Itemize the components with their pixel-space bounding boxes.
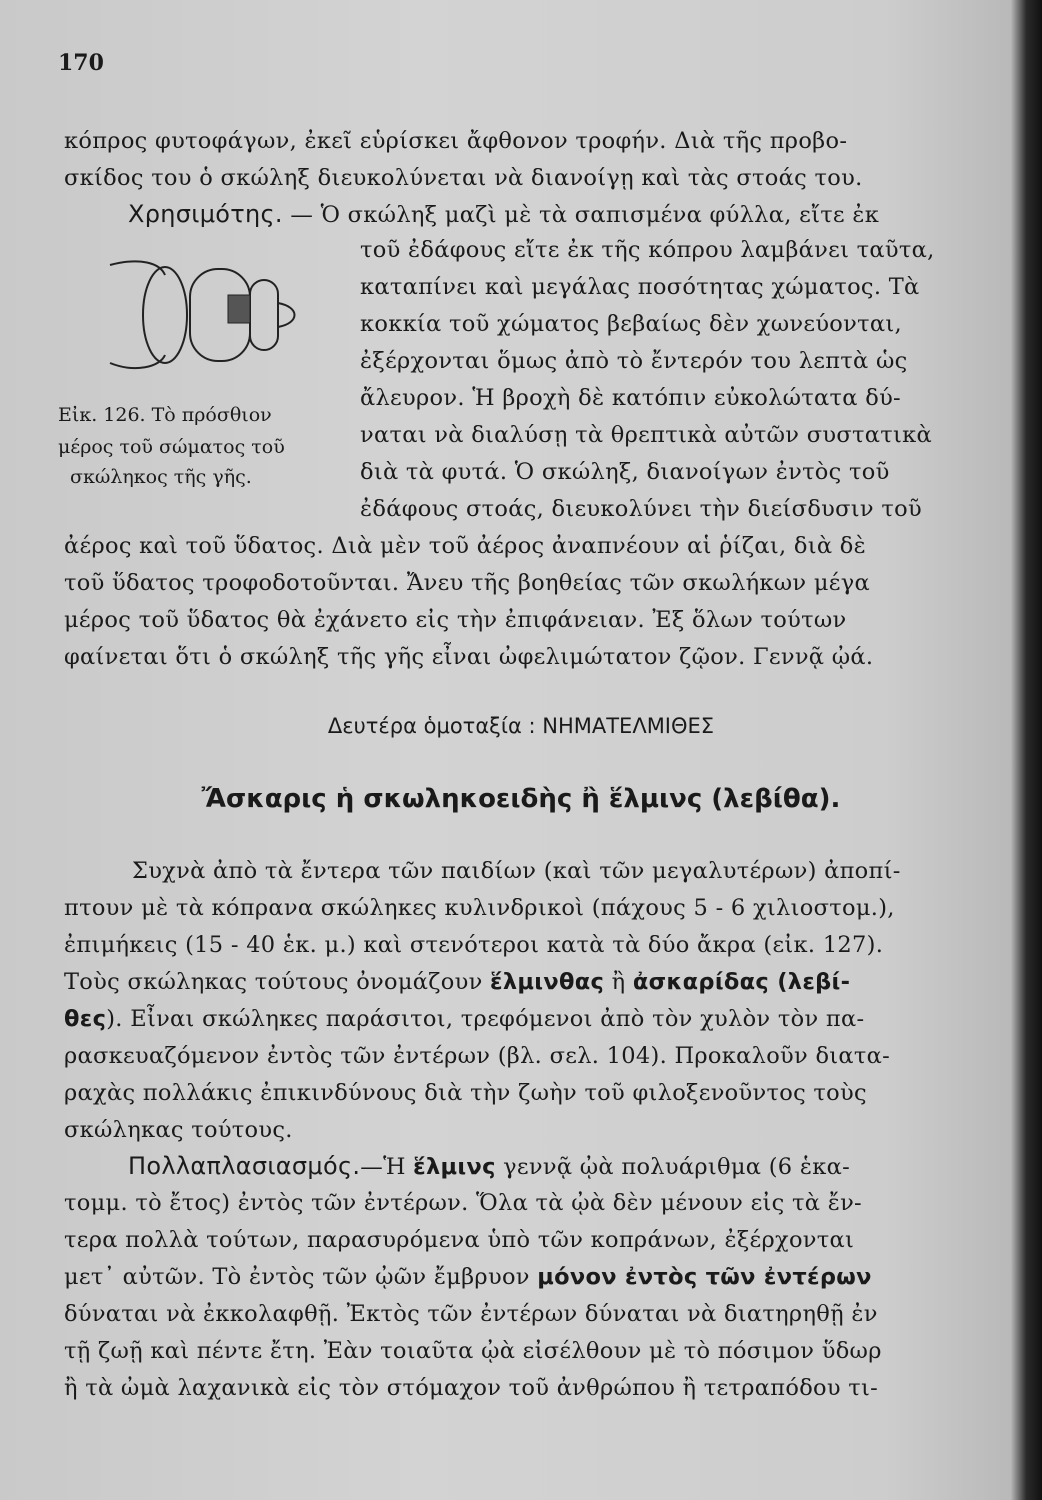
text-line: τῇ ζωῇ καὶ πέντε ἔτη. Ἐὰν τοιαῦτα ᾠὰ εἰσέλθουν μὲ τὸ πόσιμον ὕδωρ	[64, 1338, 882, 1364]
page-number: 170	[58, 50, 104, 76]
text-line: τοῦ ὕδατος τροφοδοτοῦνται. Ἄνευ τῆς βοηθείας τῶν σκωλήκων μέγα	[64, 570, 870, 596]
usefulness-paragraph-start	[128, 200, 879, 228]
text-line: ἄλευρον. Ἡ βροχὴ δὲ κατόπιν εὐκολώτατα δύ-	[360, 385, 901, 411]
text-line: ραχὰς πολλάκις ἐπικινδύνους διὰ τὴν ζωὴν τοῦ φιλοξενοῦντος τοὺς	[64, 1080, 867, 1106]
text-line: ρασκευαζόμενον ἐντὸς τῶν ἐντέρων (βλ. σελ. 104). Προκαλοῦν διατα-	[64, 1043, 891, 1069]
text-line	[64, 969, 850, 995]
text-line: ἐδάφους στοάς, διευκολύνει τὴν διείσδυσιν τοῦ	[360, 496, 922, 522]
text-line: ἀέρος καὶ τοῦ ὕδατος. Διὰ μὲν τοῦ ἀέρος ἀναπνέουν αἱ ῥίζαι, διὰ δὲ	[64, 533, 867, 559]
multiplication-heading: Πολλαπλασιασμός.	[128, 1152, 361, 1180]
text-line: σκίδος του ὁ σκώληξ διευκολύνεται νὰ διανοίγῃ καὶ τὰς στοάς του.	[64, 165, 863, 191]
text-line: φαίνεται ὅτι ὁ σκώληξ τῆς γῆς εἶναι ὠφελιμώτατον ζῷον. Γεννᾷ ᾠά.	[64, 644, 874, 670]
text-line: καταπίνει καὶ μεγάλας ποσότητας χώματος. Τὰ	[360, 274, 920, 300]
text-line: ἢ τὰ ὠμὰ λαχανικὰ εἰς τὸν στόμαχον τοῦ ἀνθρώπου ἢ τετραπόδου τι-	[64, 1375, 879, 1401]
figure-caption-line: μέρος τοῦ σώματος τοῦ	[58, 436, 285, 458]
bold-term: μόνον ἐντὸς τῶν ἐντέρων	[537, 1264, 872, 1290]
text-run: μετ᾽ αὐτῶν. Τὸ ἐντὸς τῶν ᾠῶν ἔμβρυον	[64, 1264, 538, 1290]
text-line: σκώληκας τούτους.	[64, 1117, 293, 1143]
text-run: Τοὺς σκώληκας τούτους ὀνομάζουν	[64, 969, 491, 995]
figure-caption-line: Εἰκ. 126. Τὸ πρόσθιον	[58, 404, 272, 426]
earthworm-illustration	[100, 255, 300, 375]
text-line: τομμ. τὸ ἔτος) ἐντὸς τῶν ἐντέρων. Ὅλα τὰ ᾠὰ δὲν μένουν εἰς τὰ ἔν-	[64, 1190, 862, 1216]
text-line: Συχνὰ ἀπὸ τὰ ἔντερα τῶν παιδίων (καὶ τῶν μεγαλυτέρων) ἀποπί-	[132, 858, 901, 884]
usefulness-first-line: — Ὁ σκώληξ μαζὶ μὲ τὰ σαπισμένα φύλλα, εἴτε ἐκ	[290, 202, 880, 228]
text-line: ἐπιμήκεις (15 - 40 ἑκ. μ.) καὶ στενότεροι κατὰ τὰ δύο ἄκρα (εἰκ. 127).	[64, 932, 884, 958]
text-line: ναται νὰ διαλύσῃ τὰ θρεπτικὰ αὐτῶν συστατικὰ	[360, 422, 932, 448]
text-run: ). Εἶναι σκώληκες παράσιτοι, τρεφόμενοι ἀπὸ τὸν χυλὸν τὸν πα-	[106, 1006, 865, 1032]
text-line: κοκκία τοῦ χώματος βεβαίως δὲν χωνεύονται,	[360, 311, 902, 337]
text-line: τοῦ ἐδάφους εἴτε ἐκ τῆς κόπρου λαμβάνει ταῦτα,	[360, 237, 935, 263]
bold-term: θες	[64, 1006, 107, 1032]
text-line: διὰ τὰ φυτά. Ὁ σκώληξ, διανοίγων ἐντὸς τοῦ	[360, 459, 890, 485]
text-line: τερα πολλὰ τούτων, παρασυρόμενα ὑπὸ τῶν κοπράνων, ἐξέρχονται	[64, 1227, 855, 1253]
text-line: μέρος τοῦ ὕδατος θὰ ἐχάνετο εἰς τὴν ἐπιφάνειαν. Ἐξ ὅλων τούτων	[64, 607, 847, 633]
usefulness-heading: Χρησιμότης.	[128, 200, 283, 228]
text-line: κόπρος φυτοφάγων, ἐκεῖ εὑρίσκει ἄφθονον τροφήν. Διὰ τῆς προβο-	[64, 128, 848, 154]
text-line	[128, 1152, 850, 1180]
bold-term: ἀσκαρίδας (λεβί-	[632, 969, 851, 995]
text-line	[64, 1264, 872, 1290]
text-run: ἢ	[604, 969, 633, 995]
text-run: —Ἡ	[360, 1154, 414, 1180]
class-subheading: Δευτέρα ὁμοταξία : ΝΗΜΑΤΕΛΜΙΘΕΣ	[327, 714, 715, 738]
text-line: δύναται νὰ ἐκκολαφθῇ. Ἐκτὸς τῶν ἐντέρων δύναται νὰ διατηρηθῇ ἐν	[64, 1301, 878, 1327]
text-line: πτουν μὲ τὰ κόπρανα σκώληκες κυλινδρικοὶ (πάχους 5 - 6 χιλιοστομ.),	[64, 895, 895, 921]
section-title: Ἄσκαρις ἡ σκωληκοειδὴς ἢ ἕλμινς (λεβίθα).	[201, 784, 841, 814]
figure-caption-line: σκώληκος τῆς γῆς.	[70, 466, 252, 488]
text-line	[64, 1006, 864, 1032]
bold-term: ἕλμινθας	[490, 969, 605, 995]
bold-term: ἕλμινς	[413, 1154, 496, 1180]
text-line: ἐξέρχονται ὅμως ἀπὸ τὸ ἔντερόν του λεπτὰ ὡς	[360, 348, 908, 374]
text-run: γεννᾷ ᾠὰ πολυάριθμα (6 ἑκα-	[495, 1154, 850, 1180]
